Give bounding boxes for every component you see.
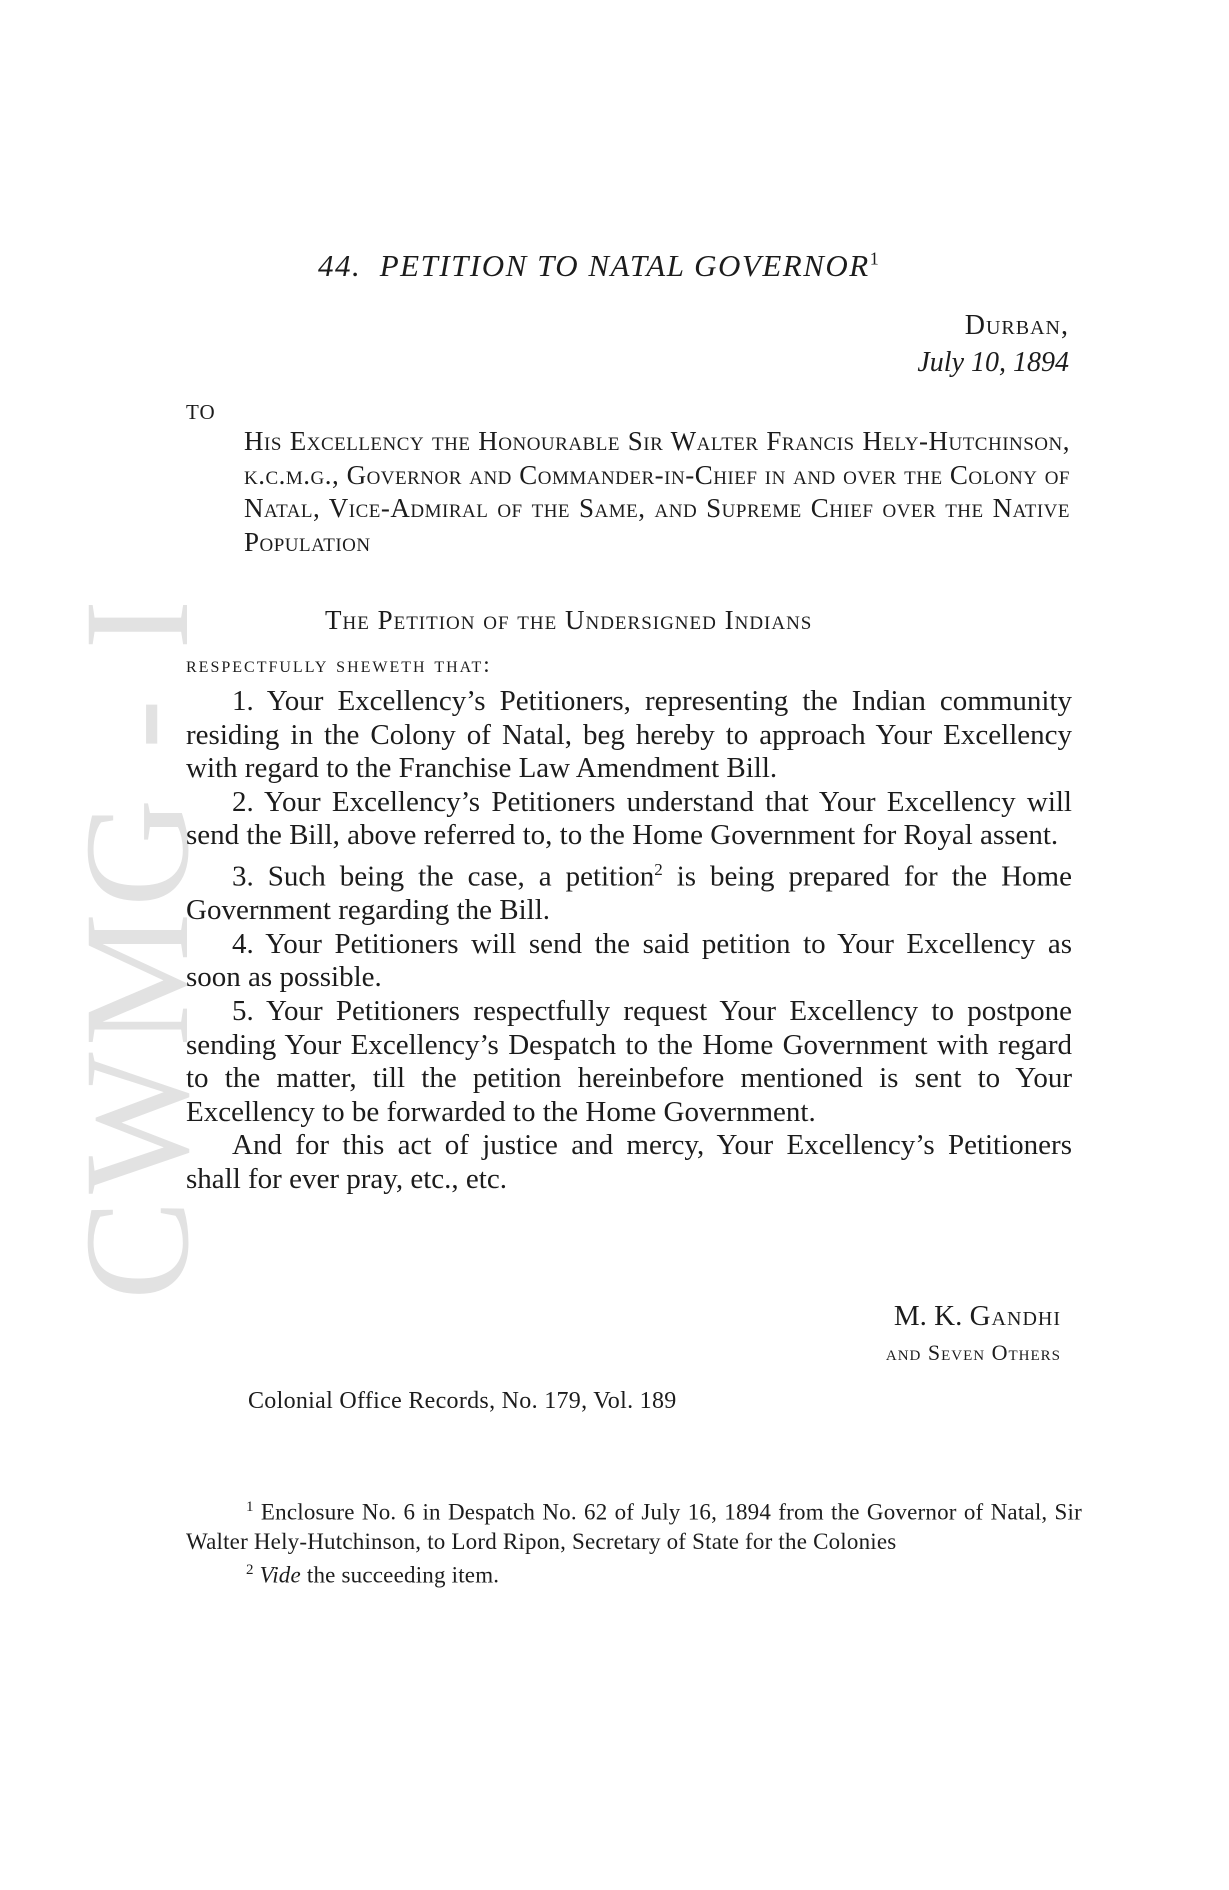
dateline-date: July 10, 1894 (917, 347, 1069, 378)
title-number: 44. (318, 248, 362, 283)
footnote-2-mark: 2 (246, 1561, 254, 1578)
paragraph-3 (186, 853, 1072, 928)
signature-initials: M. K. (893, 1300, 963, 1332)
signature-others: and Seven Others (885, 1340, 1061, 1365)
paragraph-6: And for this act of justice and mercy, Your Excellency’s Petitioners shall for ever pray, etc., etc. (186, 1129, 1072, 1195)
dateline-place: Durban, (964, 310, 1069, 341)
sheweth-line: respectfully sheweth that: (186, 652, 492, 677)
page-title (318, 248, 880, 284)
paragraph-3-start: 3. Such being the case, a petition (232, 860, 655, 893)
footnote-2-vide: Vide (259, 1562, 301, 1588)
footnote-2-text: the succeeding item. (300, 1562, 500, 1588)
petition-body (186, 685, 1072, 1197)
signature-surname: Gandhi (969, 1300, 1061, 1332)
paragraph-3-end: is being prepared for the Home Government regarding the Bill. (186, 860, 1072, 927)
addressee-to-label: TO (186, 400, 216, 424)
watermark: CWMG - I (54, 593, 220, 1300)
paragraph-3-footnote-mark: 2 (654, 859, 663, 879)
petition-heading: The Petition of the Undersigned Indians (325, 605, 813, 635)
footnote-1 (186, 1493, 1082, 1556)
paragraph-5: 5. Your Petitioners respectfully request Your Excellency to postpone sending Your Excellency’s Despatch to the Home Government with regard to the matter, till the petition hereinbefore mentioned is sent to Your Excellency to be forwarded to the Home Government. (186, 995, 1072, 1128)
paragraph-4: 4. Your Petitioners will send the said petition to Your Excellency as soon as possible. (186, 927, 1072, 994)
footnote-2 (186, 1556, 1082, 1590)
footnote-1-text: Enclosure No. 6 in Despatch No. 62 of July 16, 1894 from the Governor of Natal, Sir Walter Hely-Hutchinson, to Lord Ripon, Secretary of State for the Colonies (186, 1499, 1082, 1554)
footnote-1-mark: 1 (246, 1499, 254, 1515)
paragraph-1: 1. Your Excellency’s Petitioners, representing the Indian community residing in the Colony of Natal, beg hereby to approach Your Excellency with regard to the Franchise Law Amendment Bill. (186, 685, 1072, 785)
source-citation: Colonial Office Records, No. 179, Vol. 189 (248, 1388, 677, 1414)
signature-name (894, 1300, 1061, 1333)
addressee-block: His Excellency the Honourable Sir Walter Francis Hely-Hutchinson, k.c.m.g., Governor and Commander-in-Chief in and over the Colony of Natal, Vice-Admiral of the Same, and Supreme Chief over the Native Population (244, 426, 1070, 557)
title-footnote-mark: 1 (869, 248, 881, 269)
title-text: PETITION TO NATAL GOVERNOR (379, 248, 870, 283)
footnotes (186, 1493, 1082, 1589)
paragraph-2: 2. Your Excellency’s Petitioners understand that Your Excellency will send the Bill, above referred to, to the Home Government for Royal assent. (186, 785, 1072, 852)
